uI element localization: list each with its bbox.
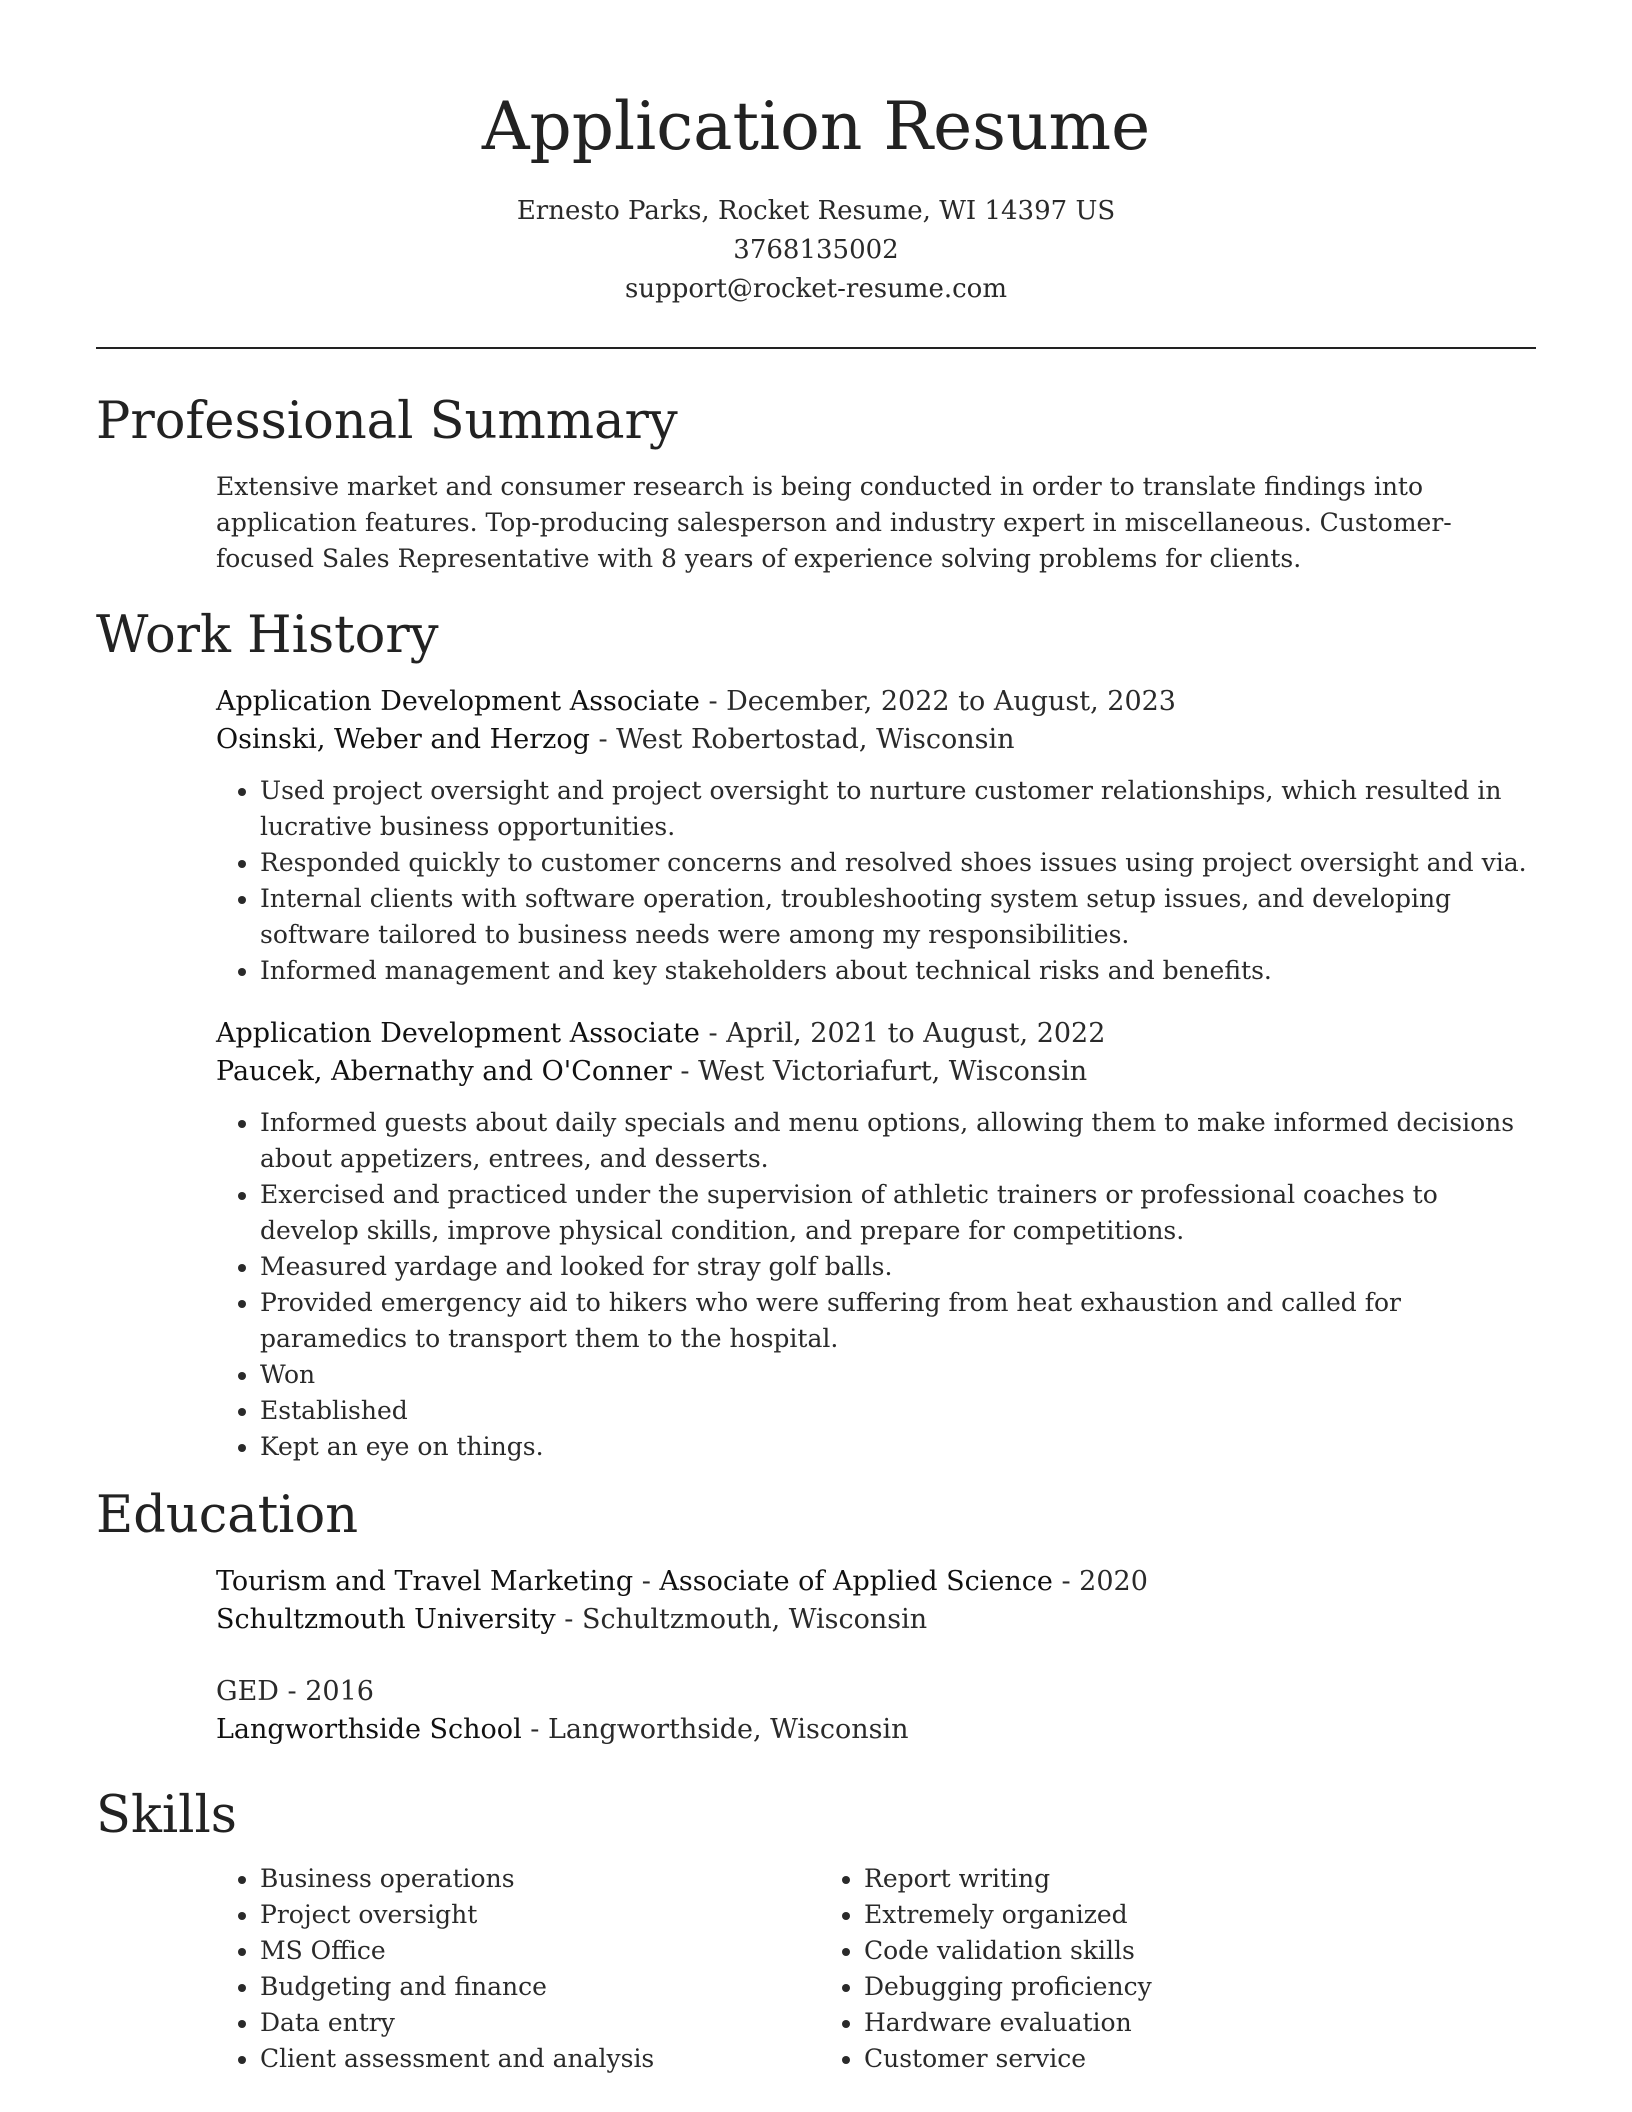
skill-item: • Report writing: [864, 1861, 1424, 1897]
education-program: Tourism and Travel Marketing: [216, 1566, 634, 1597]
separator: -: [555, 1604, 582, 1635]
summary-text: Extensive market and consumer research is being conducted in order to translate findings into application features. Top-producing salesperson and industry expert in miscellaneous. Customer-focused Sales Representative with 8 years of experience solving problems for clients.: [216, 472, 1452, 573]
job-location: West Robertostad, Wisconsin: [616, 724, 1015, 755]
job-title-line: [216, 683, 1536, 721]
education-school-line: [216, 1711, 1536, 1749]
skill-item: • Budgeting and finance: [260, 1969, 820, 2005]
skill-item: • Client assessment and analysis: [260, 2041, 820, 2077]
job-dates: April, 2021 to August, 2022: [726, 1018, 1106, 1049]
job-bullet: • Measured yardage and looked for stray golf balls.: [260, 1249, 1536, 1285]
education-degree-line: [216, 1673, 1536, 1711]
job-entry: [216, 683, 1536, 989]
resume-title: Application Resume: [481, 88, 1151, 165]
education-location: Langworthside, Wisconsin: [548, 1714, 909, 1745]
job-bullet: • Responded quickly to customer concerns and resolved shoes issues using project oversight and via.: [260, 845, 1536, 881]
job-position: Application Development Associate: [216, 1018, 700, 1049]
skill-item: • Hardware evaluation: [864, 2005, 1424, 2041]
skill-item: • MS Office: [260, 1933, 820, 1969]
section-title-education: Education: [96, 1486, 359, 1545]
job-bullet: • Exercised and practiced under the supervision of athletic trainers or professional coaches to develop skills, improve physical condition, and prepare for competitions.: [260, 1177, 1536, 1249]
education-entry: [216, 1673, 1536, 1749]
education-degree: Associate of Applied Science: [659, 1566, 1053, 1597]
separator: -: [699, 686, 727, 717]
skill-item: • Code validation skills: [864, 1933, 1424, 1969]
job-title-line: [216, 1015, 1536, 1053]
education-school: Langworthside School: [216, 1714, 522, 1745]
separator: -: [589, 724, 617, 755]
contact-phone: 3768135002: [733, 235, 899, 265]
separator: -: [278, 1676, 306, 1707]
education-year: 2020: [1079, 1566, 1148, 1597]
job-bullet: • Internal clients with software operation, troubleshooting system setup issues, and developing software tailored to business needs were among my responsibilities.: [260, 881, 1536, 953]
job-bullet: • Informed guests about daily specials and menu options, allowing them to make informed decisions about appetizers, entrees, and desserts.: [260, 1105, 1536, 1177]
resume-header: [96, 0, 1536, 309]
job-company-line: [216, 721, 1536, 759]
skill-item: • Business operations: [260, 1861, 820, 1897]
education-year: 2016: [305, 1676, 374, 1707]
education-school: Schultzmouth University: [216, 1604, 556, 1635]
job-company-line: [216, 1053, 1536, 1091]
section-title-work: Work History: [96, 606, 439, 665]
contact-block: [96, 192, 1536, 309]
education-degree-line: [216, 1563, 1536, 1601]
work-history-section: [96, 603, 1536, 1465]
education-section: [96, 1483, 1536, 1749]
contact-address: Ernesto Parks, Rocket Resume, WI 14397 US: [516, 196, 1116, 226]
contact-email: support@rocket-resume.com: [624, 274, 1007, 304]
job-company: Osinski, Weber and Herzog: [216, 724, 590, 755]
separator: -: [671, 1056, 699, 1087]
job-bullets: [216, 1105, 1536, 1465]
section-title-summary: Professional Summary: [96, 392, 678, 451]
summary-section: [96, 389, 1536, 577]
job-bullet: • Kept an eye on things.: [260, 1429, 1536, 1465]
skill-item: • Debugging proficiency: [864, 1969, 1424, 2005]
job-bullet: • Established: [260, 1393, 1536, 1429]
skills-list-right: [820, 1861, 1424, 2077]
skills-columns: [216, 1861, 1536, 2077]
job-location: West Victoriafurt, Wisconsin: [698, 1056, 1088, 1087]
job-entry: [216, 1015, 1536, 1465]
job-company: Paucek, Abernathy and O'Conner: [216, 1056, 672, 1087]
education-school-line: [216, 1601, 1536, 1639]
separator: -: [633, 1566, 660, 1597]
education-program: GED: [216, 1676, 279, 1707]
job-bullet: • Won: [260, 1357, 1536, 1393]
job-bullets: [216, 773, 1536, 989]
header-divider: [96, 347, 1536, 349]
skills-list-left: [216, 1861, 820, 2077]
job-bullet: • Informed management and key stakeholders about technical risks and benefits.: [260, 953, 1536, 989]
job-bullet: • Provided emergency aid to hikers who were suffering from heat exhaustion and called for paramedics to transport them to the hospital.: [260, 1285, 1536, 1357]
job-dates: December, 2022 to August, 2023: [726, 686, 1176, 717]
skill-item: • Extremely organized: [864, 1897, 1424, 1933]
education-location: Schultzmouth, Wisconsin: [582, 1604, 928, 1635]
skill-item: • Data entry: [260, 2005, 820, 2041]
job-bullet: • Used project oversight and project oversight to nurture customer relationships, which resulted in lucrative business opportunities.: [260, 773, 1536, 845]
skills-section: [96, 1783, 1536, 2077]
separator: -: [1052, 1566, 1080, 1597]
education-entry: [216, 1563, 1536, 1639]
section-title-skills: Skills: [96, 1786, 237, 1845]
job-position: Application Development Associate: [216, 686, 700, 717]
skill-item: • Project oversight: [260, 1897, 820, 1933]
separator: -: [699, 1018, 727, 1049]
skill-item: • Customer service: [864, 2041, 1424, 2077]
separator: -: [521, 1714, 548, 1745]
